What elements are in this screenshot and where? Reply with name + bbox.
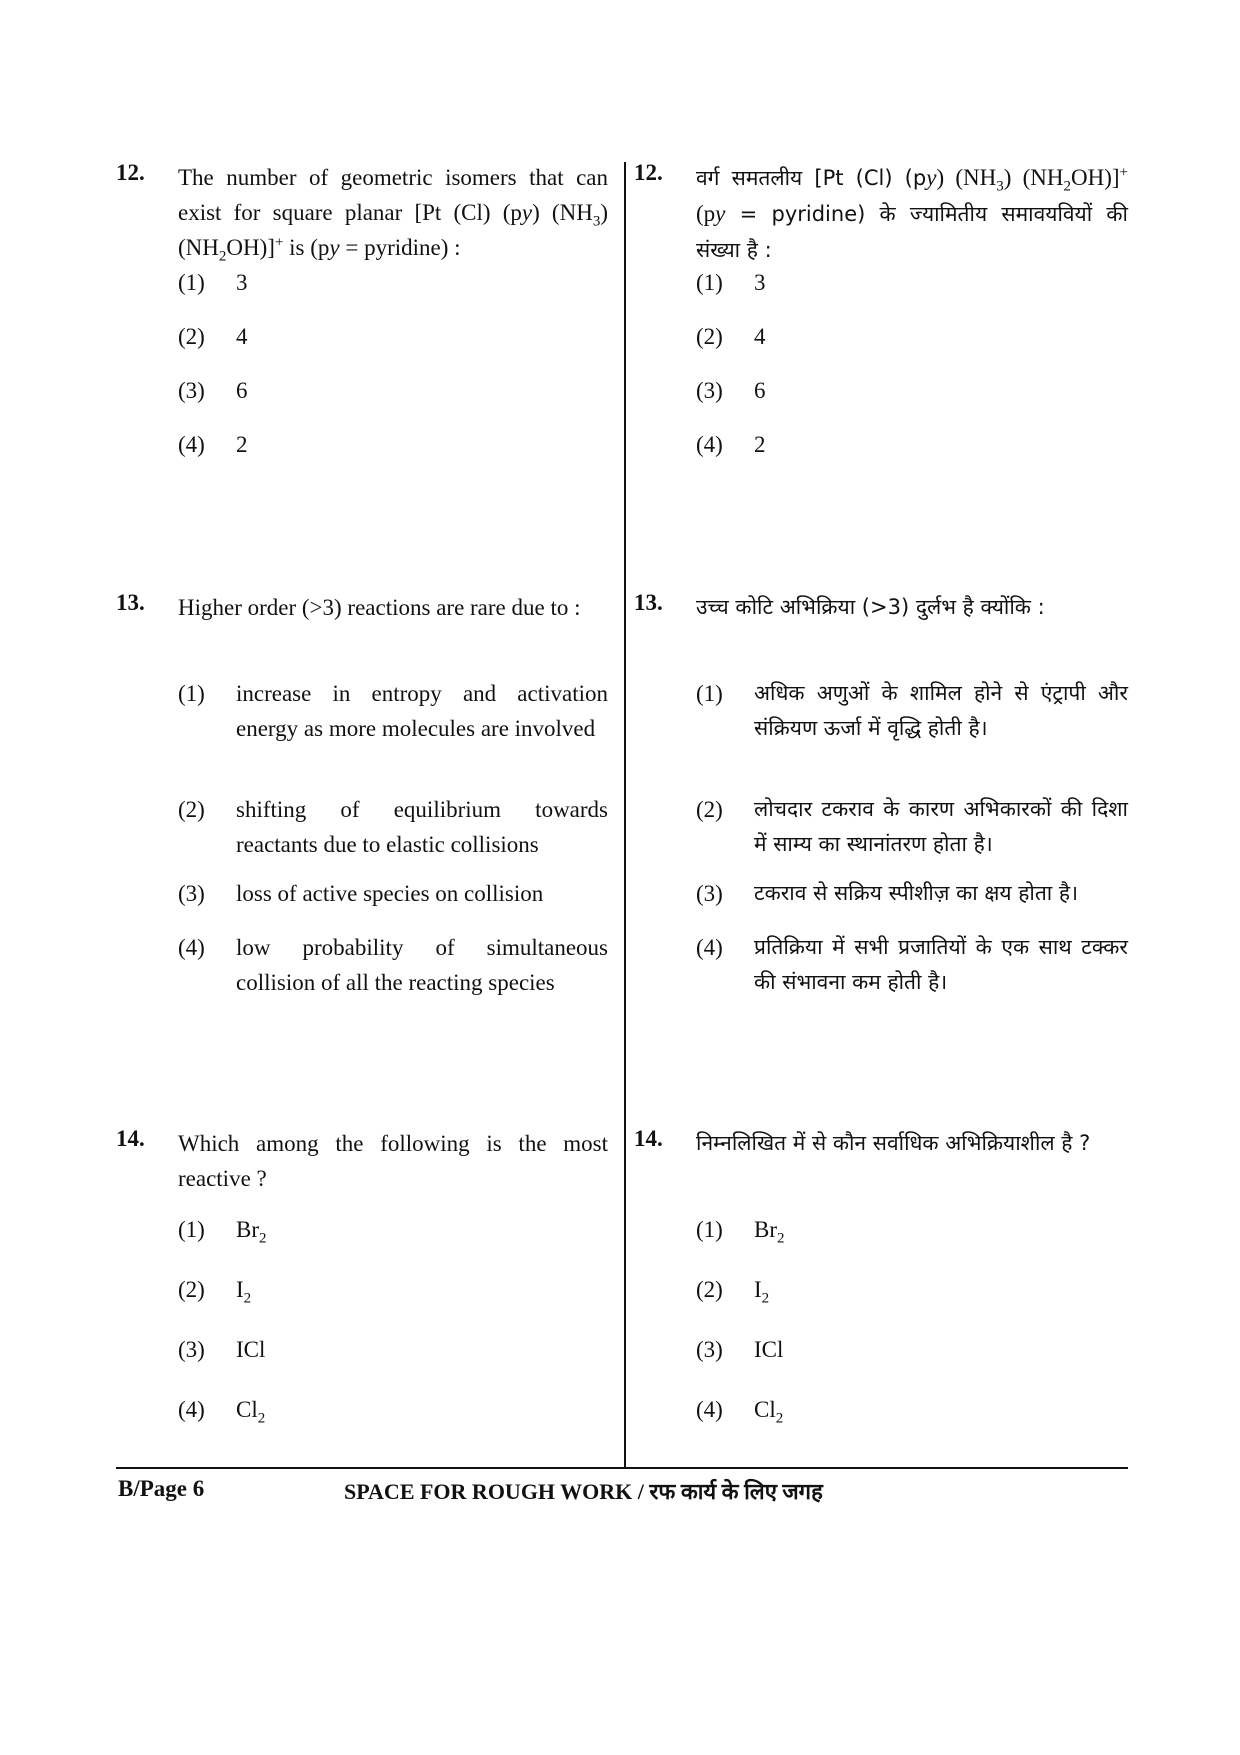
question-number: 13.: [116, 590, 145, 615]
page-label: B/Page 6: [118, 1476, 205, 1501]
footer-rule: [116, 1467, 1128, 1469]
question-number: 13.: [634, 590, 663, 615]
question-text: The number of geometric isomers that can exist for square planar [Pt (Cl) (py) $(NH_3)$ $(NH_2OH)]^+$ is (py = pyridine) :: [178, 165, 608, 265]
rough-work-label: SPACE FOR ROUGH WORK / रफ कार्य के लिए जगह: [344, 1479, 823, 1504]
question-number: 14.: [116, 1126, 145, 1151]
question-text: Which among the following is the most reactive ?: [178, 1131, 608, 1191]
exam-page: 12. The number of geometric isomers that can exist for square planar [Pt (Cl) (py) $(NH_3)$ $(NH_2OH)]^+$ is (py = pyridine) : (1) 3 (2) 4 (3) 6 (4) 2 13. Higher order (>3) reactions are rare due to : (1) increase in entropy and activation energy as more molecules are involved (2) shifting of equilibrium towards reactants due to elastic collisions (3) loss of active species on collision (4) low probability of simultaneous collision of all the reacting species 14. Which among the following is the most reactive ? (1) $Br_2$ (2) $I_2$ (3) ICl (4) $Cl_2$ 12. वर्ग समतलीय [Pt (Cl) (py) $(NH_3)$ $(NH_2OH)]^+$ (py = pyridine) के ज्यामितीय समावयवियों की संख्या है : (1) 3 (2) 4 (3) 6 (4) 2 13. उच्च कोटि अभिक्रिया (>3) दुर्लभ है क्योंकि : (1) अधिक अणुओं के शामिल होने से एंट्रापी और संक्रियण ऊर्जा में वृद्धि होती है। (2) लोचदार टकराव के कारण अभिकारकों की दिशा में साम्य का स्थानांतरण होता है। (3) टकराव से सक्रिय स्पीशीज़ का क्षय होता है। (4) प्रतिक्रिया में सभी प्रजातियों के एक साथ टक्कर की संभावना कम होती है। 14. निम्नलिखित में से कौन सर्वाधिक अभिक्रियाशील है ? (1) $Br_2$ (2) $I_2$ (3) ICl (4) $Cl_2$ B/Page 6 SPACE FOR ROUGH WORK / रफ कार्य के लिए जगह: [116, 160, 1129, 1504]
column-divider: [624, 162, 626, 1467]
question-text: Higher order (>3) reactions are rare due to :: [178, 595, 581, 620]
question-text: उच्च कोटि अभिक्रिया (>3) दुर्लभ है क्योंकि :: [696, 595, 1045, 619]
question-text: निम्नलिखित में से कौन सर्वाधिक अभिक्रियाशील है ?: [696, 1131, 1091, 1155]
question-text: वर्ग समतलीय [Pt (Cl) (py) $(NH_3)$ $(NH_2OH)]^+$ (py = pyridine) के ज्यामितीय समावयवियों की संख्या है :: [696, 164, 1129, 262]
question-number: 14.: [634, 1126, 663, 1151]
question-number: 12.: [116, 160, 145, 185]
question-number: 12.: [634, 160, 663, 185]
